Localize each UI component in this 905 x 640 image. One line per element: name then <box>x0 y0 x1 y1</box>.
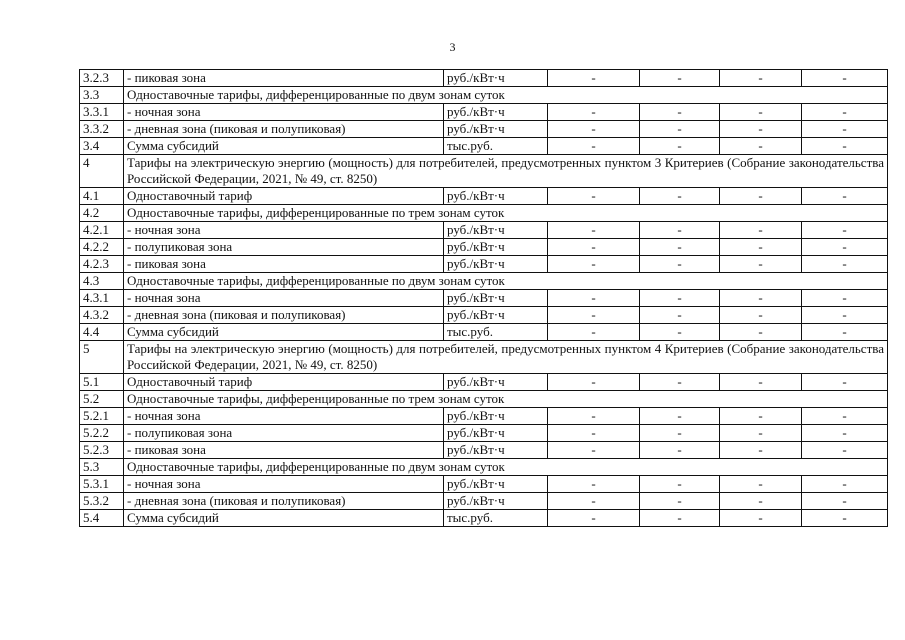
row-number: 4 <box>80 155 124 188</box>
row-value: - <box>640 138 720 155</box>
row-value: - <box>548 256 640 273</box>
row-value: - <box>548 374 640 391</box>
row-unit: тыс.руб. <box>444 138 548 155</box>
row-value: - <box>640 290 720 307</box>
row-value: - <box>640 324 720 341</box>
row-unit: руб./кВт·ч <box>444 425 548 442</box>
row-value: - <box>640 188 720 205</box>
row-value: - <box>720 425 802 442</box>
row-value: - <box>720 493 802 510</box>
row-value: - <box>548 493 640 510</box>
table-row <box>80 256 888 273</box>
row-label: - ночная зона <box>124 476 444 493</box>
row-unit: руб./кВт·ч <box>444 222 548 239</box>
row-unit: руб./кВт·ч <box>444 104 548 121</box>
row-value: - <box>720 290 802 307</box>
table-row <box>80 442 888 459</box>
tariff-table <box>79 69 888 527</box>
row-number: 5.2.2 <box>80 425 124 442</box>
table-row <box>80 324 888 341</box>
row-unit: руб./кВт·ч <box>444 239 548 256</box>
row-value: - <box>640 307 720 324</box>
row-value: - <box>548 324 640 341</box>
row-label: - дневная зона (пиковая и полупиковая) <box>124 307 444 324</box>
row-label: - пиковая зона <box>124 256 444 273</box>
row-number: 5 <box>80 341 124 374</box>
row-unit: руб./кВт·ч <box>444 408 548 425</box>
row-value: - <box>802 138 888 155</box>
row-value: - <box>720 70 802 87</box>
row-label: Одноставочные тарифы, дифференцированные по двум зонам суток <box>124 87 888 104</box>
row-label: Одноставочный тариф <box>124 374 444 391</box>
row-value: - <box>720 239 802 256</box>
row-number: 5.2.3 <box>80 442 124 459</box>
row-value: - <box>548 104 640 121</box>
row-value: - <box>802 425 888 442</box>
row-number: 4.2 <box>80 205 124 222</box>
row-value: - <box>640 476 720 493</box>
row-label: - пиковая зона <box>124 70 444 87</box>
row-value: - <box>640 222 720 239</box>
row-value: - <box>640 408 720 425</box>
table-row <box>80 341 888 374</box>
table-row <box>80 374 888 391</box>
row-value: - <box>548 138 640 155</box>
row-value: - <box>802 104 888 121</box>
row-number: 5.3 <box>80 459 124 476</box>
row-value: - <box>802 239 888 256</box>
row-value: - <box>802 222 888 239</box>
row-unit: руб./кВт·ч <box>444 121 548 138</box>
row-value: - <box>548 121 640 138</box>
row-value: - <box>802 256 888 273</box>
row-label: - дневная зона (пиковая и полупиковая) <box>124 493 444 510</box>
row-value: - <box>802 307 888 324</box>
row-unit: руб./кВт·ч <box>444 290 548 307</box>
table-row <box>80 307 888 324</box>
table-row <box>80 425 888 442</box>
row-number: 3.2.3 <box>80 70 124 87</box>
row-number: 5.2 <box>80 391 124 408</box>
row-value: - <box>548 290 640 307</box>
row-value: - <box>720 324 802 341</box>
table-row <box>80 222 888 239</box>
row-value: - <box>640 70 720 87</box>
row-label: - пиковая зона <box>124 442 444 459</box>
row-value: - <box>720 307 802 324</box>
row-value: - <box>640 493 720 510</box>
row-value: - <box>548 510 640 527</box>
row-value: - <box>640 239 720 256</box>
row-value: - <box>802 493 888 510</box>
row-number: 4.2.3 <box>80 256 124 273</box>
row-number: 3.4 <box>80 138 124 155</box>
row-unit: руб./кВт·ч <box>444 188 548 205</box>
row-value: - <box>640 121 720 138</box>
row-value: - <box>548 476 640 493</box>
row-label: Одноставочные тарифы, дифференцированные по двум зонам суток <box>124 273 888 290</box>
row-label: - полупиковая зона <box>124 425 444 442</box>
row-value: - <box>720 476 802 493</box>
row-number: 4.3.2 <box>80 307 124 324</box>
row-label: - ночная зона <box>124 104 444 121</box>
row-value: - <box>802 70 888 87</box>
row-label: Одноставочные тарифы, дифференцированные по трем зонам суток <box>124 391 888 408</box>
row-number: 3.3.1 <box>80 104 124 121</box>
row-unit: руб./кВт·ч <box>444 476 548 493</box>
table-row <box>80 273 888 290</box>
row-value: - <box>548 425 640 442</box>
table-row <box>80 391 888 408</box>
row-number: 5.2.1 <box>80 408 124 425</box>
row-value: - <box>802 121 888 138</box>
table-row <box>80 476 888 493</box>
table-row <box>80 121 888 138</box>
row-number: 5.1 <box>80 374 124 391</box>
row-value: - <box>548 188 640 205</box>
table-row <box>80 205 888 222</box>
row-label: - дневная зона (пиковая и полупиковая) <box>124 121 444 138</box>
row-label: Одноставочные тарифы, дифференцированные по трем зонам суток <box>124 205 888 222</box>
table-row <box>80 70 888 87</box>
table-row <box>80 188 888 205</box>
row-value: - <box>802 324 888 341</box>
row-number: 3.3 <box>80 87 124 104</box>
row-unit: тыс.руб. <box>444 510 548 527</box>
row-label: Одноставочный тариф <box>124 188 444 205</box>
row-label: - ночная зона <box>124 222 444 239</box>
table-row <box>80 493 888 510</box>
row-value: - <box>720 442 802 459</box>
row-label: - полупиковая зона <box>124 239 444 256</box>
row-number: 4.3.1 <box>80 290 124 307</box>
row-label: Одноставочные тарифы, дифференцированные по двум зонам суток <box>124 459 888 476</box>
row-value: - <box>548 442 640 459</box>
row-number: 4.4 <box>80 324 124 341</box>
row-value: - <box>720 510 802 527</box>
row-value: - <box>548 239 640 256</box>
row-value: - <box>720 256 802 273</box>
row-number: 3.3.2 <box>80 121 124 138</box>
row-value: - <box>720 222 802 239</box>
row-value: - <box>802 476 888 493</box>
row-value: - <box>720 374 802 391</box>
row-value: - <box>548 222 640 239</box>
table-row <box>80 510 888 527</box>
row-number: 4.2.1 <box>80 222 124 239</box>
row-number: 4.3 <box>80 273 124 290</box>
row-value: - <box>802 290 888 307</box>
row-label: - ночная зона <box>124 408 444 425</box>
row-value: - <box>548 307 640 324</box>
row-value: - <box>640 104 720 121</box>
row-value: - <box>720 408 802 425</box>
row-unit: руб./кВт·ч <box>444 256 548 273</box>
row-value: - <box>720 121 802 138</box>
row-number: 5.4 <box>80 510 124 527</box>
row-label: - ночная зона <box>124 290 444 307</box>
table-row <box>80 459 888 476</box>
row-number: 4.1 <box>80 188 124 205</box>
row-value: - <box>640 374 720 391</box>
table-row <box>80 239 888 256</box>
row-number: 4.2.2 <box>80 239 124 256</box>
row-value: - <box>720 104 802 121</box>
row-label: Сумма субсидий <box>124 324 444 341</box>
row-value: - <box>640 510 720 527</box>
row-value: - <box>548 408 640 425</box>
row-unit: руб./кВт·ч <box>444 493 548 510</box>
table-row <box>80 138 888 155</box>
row-value: - <box>802 510 888 527</box>
row-label: Сумма субсидий <box>124 510 444 527</box>
tariff-table-body <box>80 70 888 527</box>
row-number: 5.3.2 <box>80 493 124 510</box>
row-unit: тыс.руб. <box>444 324 548 341</box>
row-value: - <box>640 442 720 459</box>
row-value: - <box>802 442 888 459</box>
table-row <box>80 155 888 188</box>
table-row <box>80 408 888 425</box>
row-value: - <box>802 188 888 205</box>
row-label: Сумма субсидий <box>124 138 444 155</box>
row-number: 5.3.1 <box>80 476 124 493</box>
row-unit: руб./кВт·ч <box>444 442 548 459</box>
row-label: Тарифы на электрическую энергию (мощность) для потребителей, предусмотренных пунктом 4 Критериев (Собрание законодательства Российской Федерации, 2021, № 49, ст. 8250) <box>124 341 888 374</box>
table-row <box>80 87 888 104</box>
table-row <box>80 104 888 121</box>
row-value: - <box>802 408 888 425</box>
table-row <box>80 290 888 307</box>
row-unit: руб./кВт·ч <box>444 307 548 324</box>
row-value: - <box>720 188 802 205</box>
row-value: - <box>548 70 640 87</box>
page-number: 3 <box>449 40 456 54</box>
row-value: - <box>640 256 720 273</box>
row-value: - <box>802 374 888 391</box>
row-value: - <box>720 138 802 155</box>
row-unit: руб./кВт·ч <box>444 70 548 87</box>
row-unit: руб./кВт·ч <box>444 374 548 391</box>
row-value: - <box>640 425 720 442</box>
row-label: Тарифы на электрическую энергию (мощность) для потребителей, предусмотренных пунктом 3 Критериев (Собрание законодательства Российской Федерации, 2021, № 49, ст. 8250) <box>124 155 888 188</box>
